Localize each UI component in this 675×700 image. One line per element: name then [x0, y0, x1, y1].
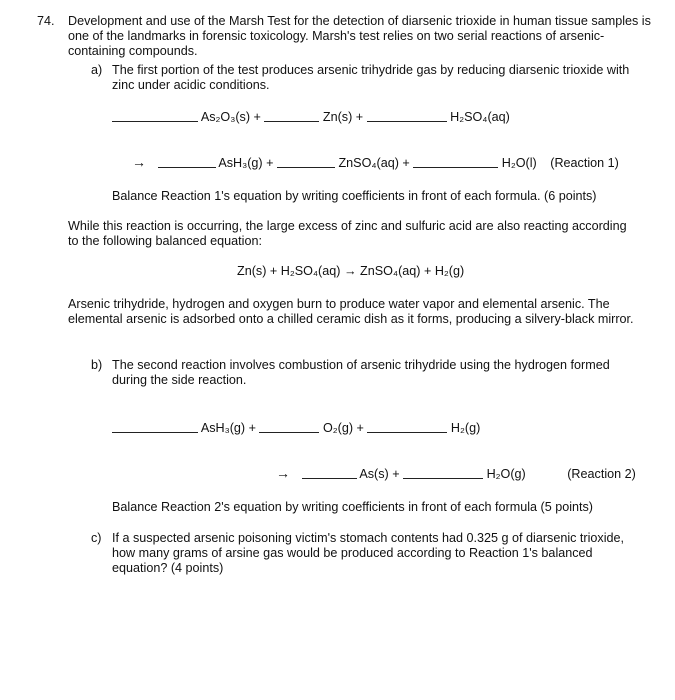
coefficient-blank-znso4[interactable] [277, 167, 335, 168]
part-a-text: The first portion of the test produces arsenic trihydride gas by reducing diarsenic trioxide with zinc under acidic conditions. [112, 63, 630, 92]
question-number: 74. [37, 14, 55, 28]
coefficient-blank-h2[interactable] [367, 432, 447, 433]
product-as: As(s) + [359, 467, 400, 481]
coefficient-blank-ash3[interactable] [158, 167, 216, 168]
part-b-instruction: Balance Reaction 2's equation by writing coefficients in front of each formula (5 points) [112, 500, 593, 514]
reaction-arrow-1: → [132, 154, 146, 170]
product-h2o: H₂O(l) [501, 156, 537, 170]
reactant-zn: Zn(s) + [322, 110, 364, 124]
part-a-instruction: Balance Reaction 1's equation by writing coefficients in front of each formula. (6 points) [112, 189, 597, 203]
reaction-1-label: (Reaction 1) [550, 156, 619, 170]
reactant-h2: H₂(g) [450, 421, 481, 435]
reactant-as2o3: As₂O₃(s) + [200, 110, 261, 124]
reaction-2-label: (Reaction 2) [567, 467, 636, 481]
reaction-1-reactants [112, 110, 510, 125]
coefficient-blank-zn[interactable] [264, 121, 319, 122]
reaction-2-products [276, 466, 636, 482]
part-b-text: The second reaction involves combustion of arsenic trihydride using the hydrogen formed during the side reaction. [112, 358, 610, 387]
coefficient-blank-ash3-b[interactable] [112, 432, 198, 433]
coefficient-blank-h2o[interactable] [413, 167, 498, 168]
side-reaction-intro: While this reaction is occurring, the large excess of zinc and sulfuric acid are also reacting according to the following balanced equation: [68, 219, 627, 248]
combustion-description: Arsenic trihydride, hydrogen and oxygen burn to produce water vapor and elemental arsenic. The elemental arsenic is adsorbed onto a chilled ceramic dish as it forms, producing a silvery-black mirror. [68, 297, 634, 326]
product-ash3: AsH₃(g) + [218, 156, 274, 170]
product-h2o-gas: H₂O(g) [486, 467, 526, 481]
part-b-letter: b) [91, 358, 103, 372]
reaction-arrow-2: → [276, 465, 290, 481]
part-a-letter: a) [91, 63, 103, 77]
coefficient-blank-h2o-g[interactable] [403, 478, 483, 479]
coefficient-blank-h2so4[interactable] [367, 121, 447, 122]
coefficient-blank-as2o3[interactable] [112, 121, 198, 122]
coefficient-blank-o2[interactable] [259, 432, 319, 433]
reactant-h2so4: H₂SO₄(aq) [450, 110, 510, 124]
reactant-ash3: AsH₃(g) + [200, 421, 256, 435]
product-znso4: ZnSO₄(aq) + [338, 156, 410, 170]
question-intro: Development and use of the Marsh Test for the detection of diarsenic trioxide in human tissue samples is one of the landmarks in forensic toxicology. Marsh's test relies on two serial reactions of arsenic-containing compounds. [68, 14, 651, 58]
reaction-1-products [132, 155, 619, 171]
part-c-letter: c) [91, 531, 102, 545]
part-c-text: If a suspected arsenic poisoning victim's stomach contents had 0.325 g of diarsenic trioxide, how many grams of arsine gas would be produced according to Reaction 1's balanced equation? (4 points) [112, 531, 625, 575]
side-reaction-equation: Zn(s) + H₂SO₄(aq) → ZnSO₄(aq) + H₂(g) [237, 264, 465, 278]
reaction-2-reactants [112, 421, 480, 436]
reactant-o2: O₂(g) + [322, 421, 364, 435]
coefficient-blank-as[interactable] [302, 478, 357, 479]
